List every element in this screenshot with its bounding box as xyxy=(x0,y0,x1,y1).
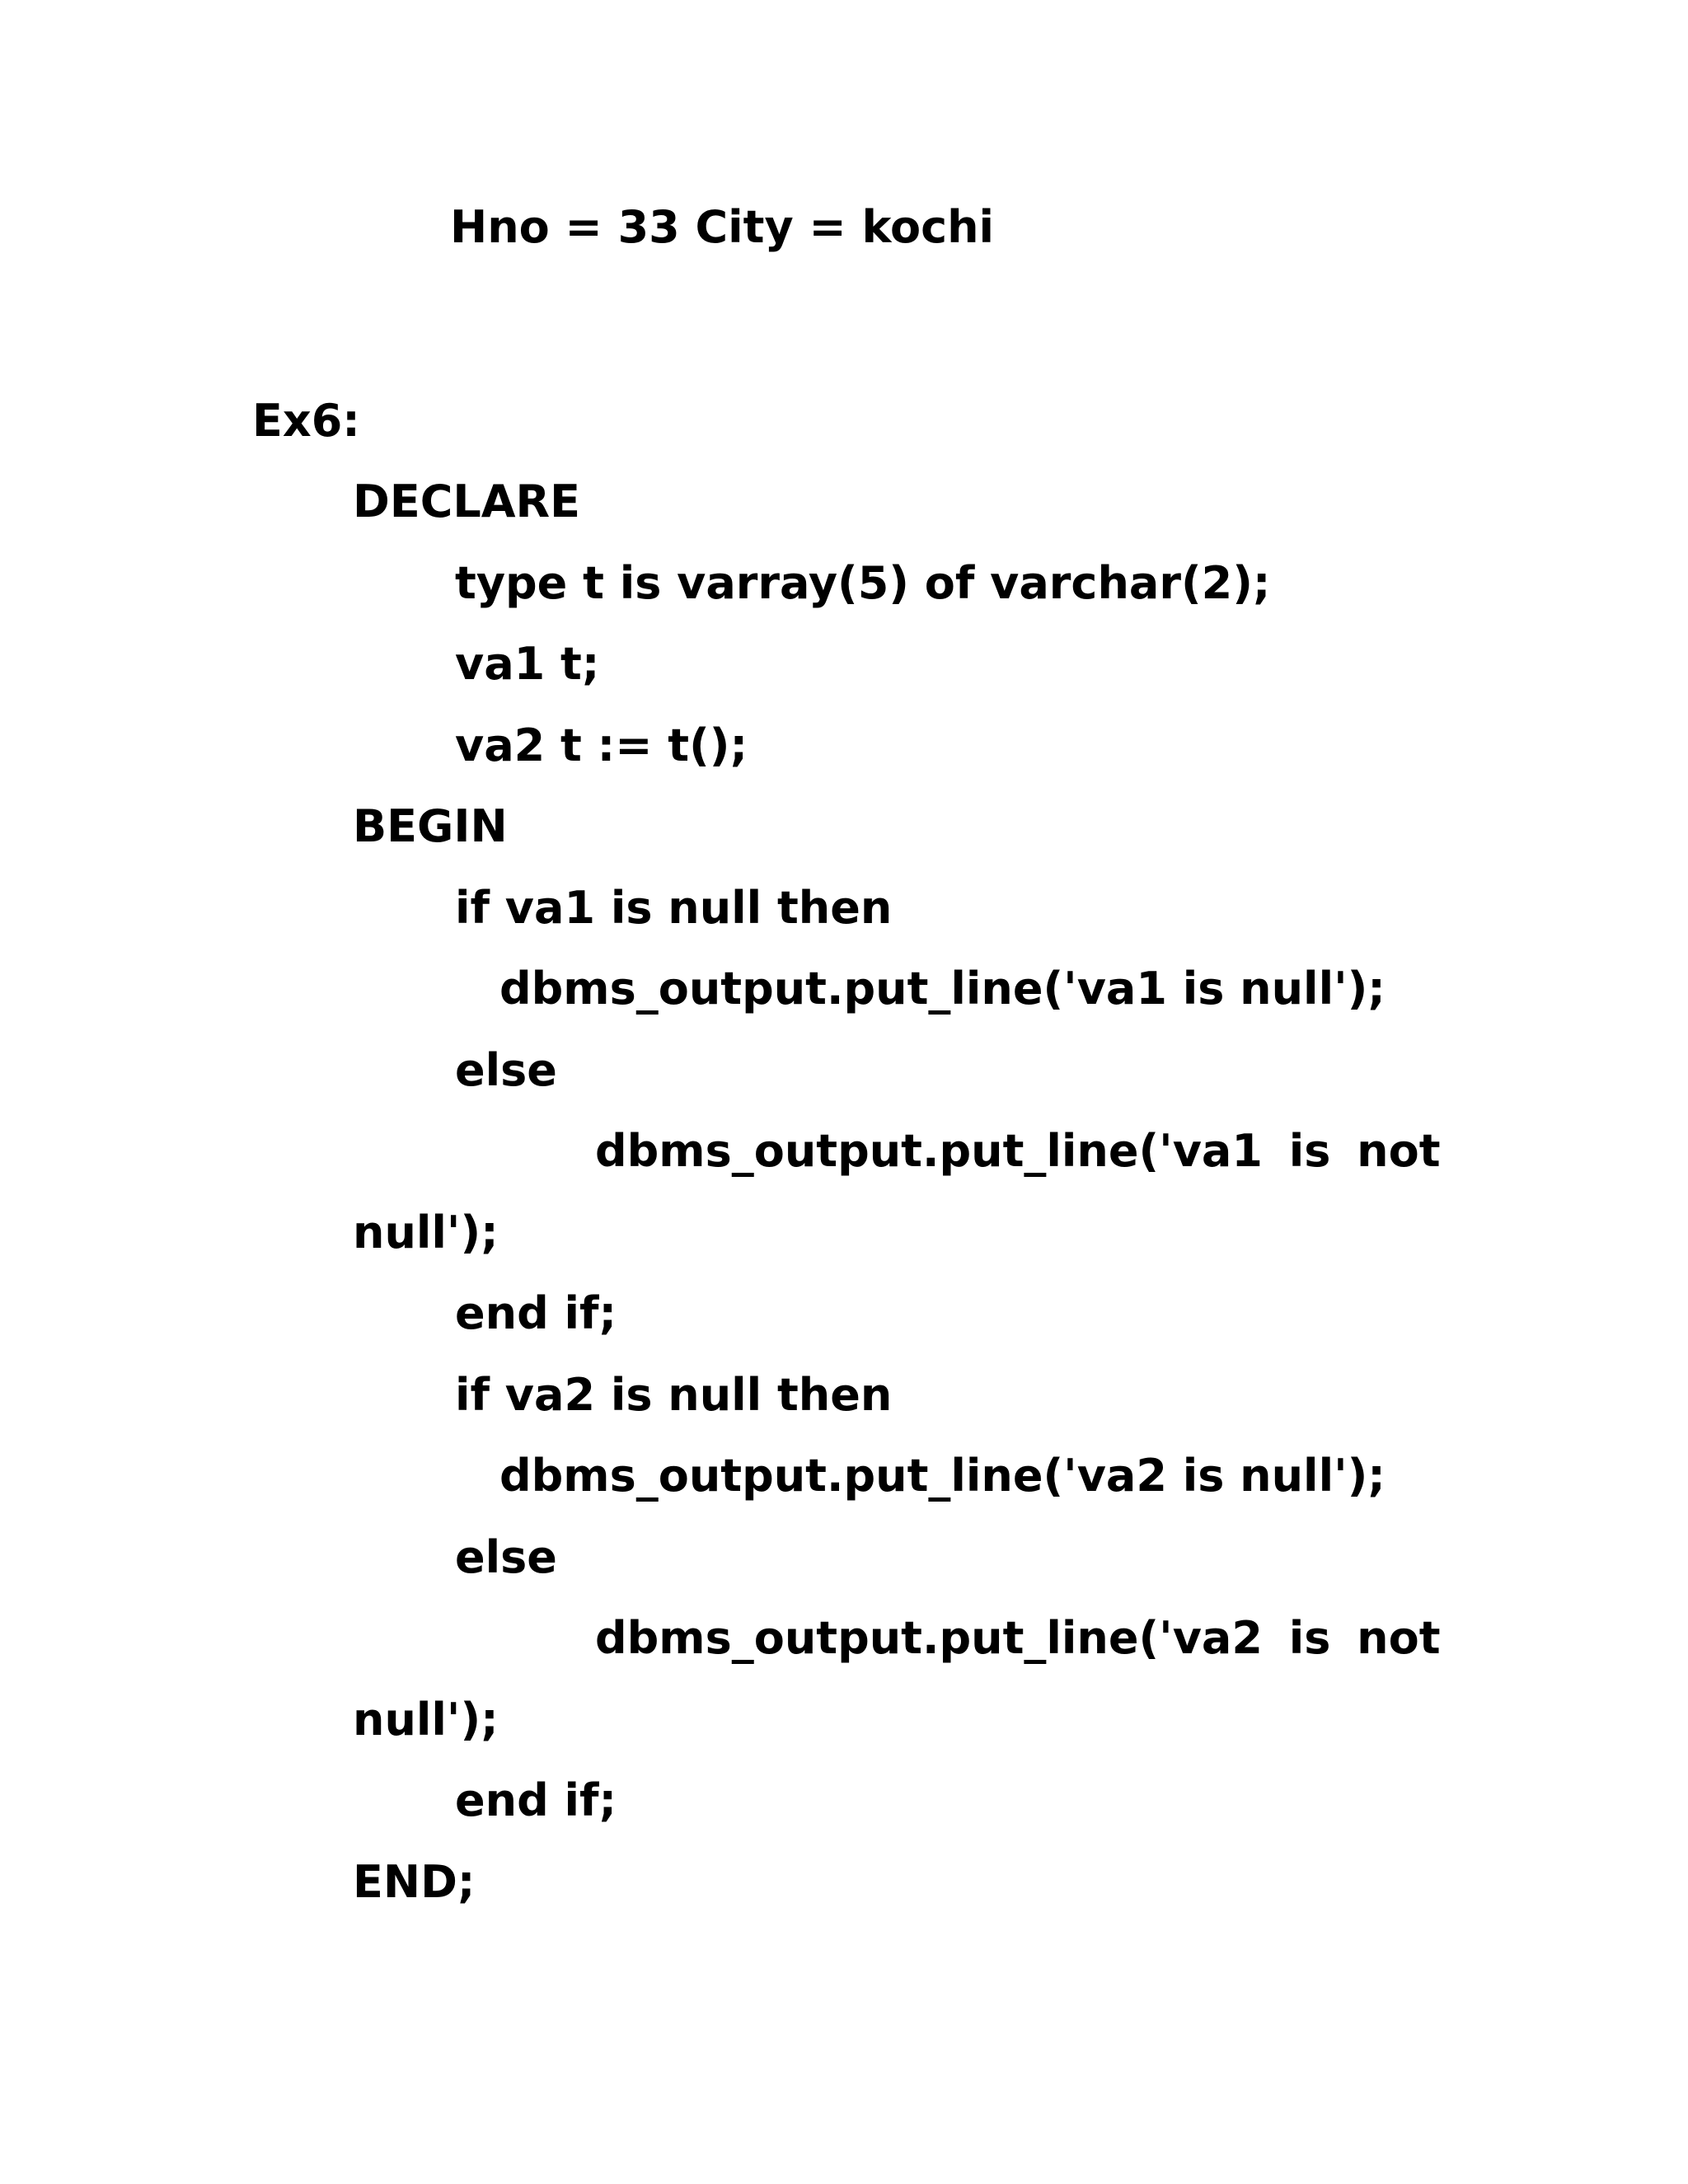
code-line: va2 t := t(); xyxy=(455,719,748,771)
code-line: dbms_output.put_line('va2 is null'); xyxy=(499,1450,1386,1502)
code-line: if va1 is null then xyxy=(455,881,893,934)
section-label: Ex6: xyxy=(252,395,360,447)
code-line: type t is varray(5) of varchar(2); xyxy=(455,556,1271,609)
code-line: if va2 is null then xyxy=(455,1368,893,1421)
code-line: DECLARE xyxy=(353,476,581,527)
code-line: end if; xyxy=(455,1774,617,1826)
code-line: dbms_output.put_line('va1 is not xyxy=(595,1125,1441,1177)
code-line: va1 t; xyxy=(455,638,600,690)
code-line: else xyxy=(455,1530,557,1583)
code-line: null'); xyxy=(353,1693,499,1746)
code-line: end if; xyxy=(455,1287,617,1339)
code-line: BEGIN xyxy=(353,800,508,852)
code-line: END; xyxy=(353,1855,476,1908)
code-line: dbms_output.put_line('va2 is not xyxy=(595,1612,1441,1664)
code-line: null'); xyxy=(353,1206,499,1258)
code-line: dbms_output.put_line('va1 is null'); xyxy=(499,963,1386,1015)
header-line: Hno = 33 City = kochi xyxy=(450,201,995,253)
code-line: else xyxy=(455,1043,557,1096)
